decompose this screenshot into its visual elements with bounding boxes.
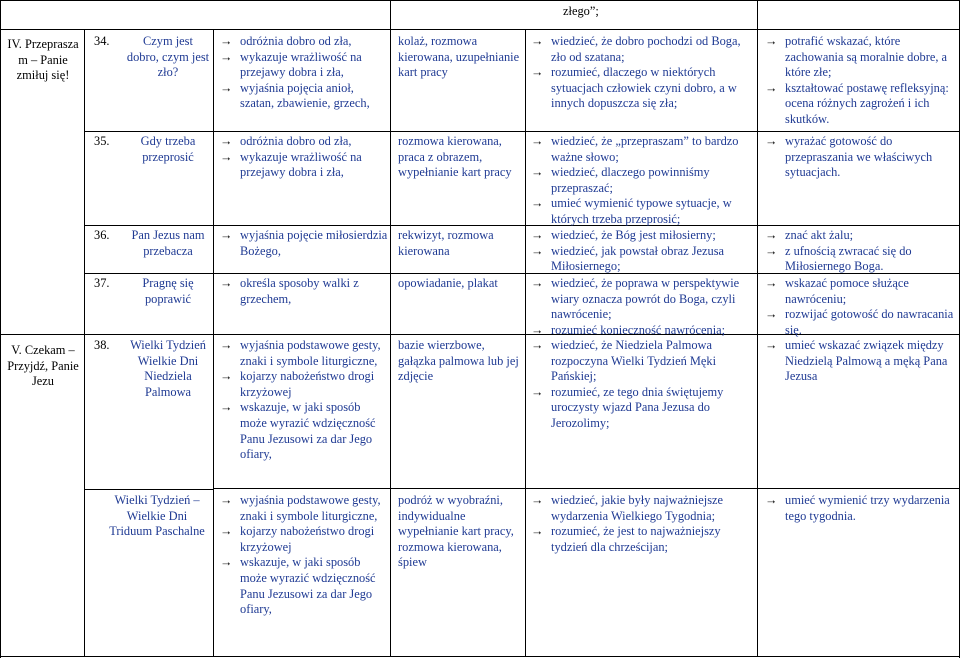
bullet-text: wiedzieć, że poprawa w perspektywie wiary oznacza powrót do Boga, czyli nawrócenie;	[551, 276, 740, 322]
arrow-bullet-icon: →	[531, 196, 544, 211]
bullet-item	[220, 34, 388, 50]
bullet-item	[220, 524, 388, 555]
col3-cell	[220, 134, 388, 181]
bullet-item	[220, 228, 388, 259]
arrow-bullet-icon: →	[220, 149, 233, 164]
topic-cell	[94, 34, 210, 81]
topic-number: 36.	[94, 228, 110, 242]
bullet-item	[220, 555, 388, 617]
method-cell: podróż w wyobraźni, indywidualne wypełnianie kart pracy, rozmowa kierowana, śpiew	[398, 493, 514, 570]
arrow-bullet-icon: →	[220, 400, 233, 415]
arrow-bullet-icon: →	[531, 384, 544, 399]
bullet-item	[531, 244, 755, 275]
bullet-text: rozumieć, dlaczego w niektórych sytuacjach człowiek czyni dobro, a w innych dopuszcza się zła;	[551, 65, 737, 111]
bullet-text: wyjaśnia pojęcia anioł, szatan, zbawienie, grzech,	[240, 80, 370, 111]
bullet-text: wiedzieć, dlaczego powinniśmy przepraszać;	[551, 165, 710, 195]
bullet-text: umieć wymienić typowe sytuacje, w których trzeba przeprosić;	[551, 196, 732, 226]
col6-cell	[765, 34, 957, 128]
table-line	[757, 0, 758, 30]
arrow-bullet-icon: →	[220, 338, 233, 352]
arrow-bullet-icon: →	[765, 276, 778, 290]
arrow-bullet-icon: →	[220, 80, 233, 95]
bullet-item	[220, 134, 388, 150]
arrow-bullet-icon: →	[220, 276, 233, 290]
topic-title: Czym jest dobro, czym jest zło?	[126, 34, 210, 80]
bullet-text: wskazać pomoce służące nawróceniu;	[785, 276, 909, 306]
table-line	[84, 131, 960, 132]
arrow-bullet-icon: →	[220, 524, 233, 539]
bullet-text: umieć wskazać związek między Niedzielą Palmową a męką Pana Jezusa	[785, 338, 948, 384]
arrow-bullet-icon: →	[765, 493, 778, 507]
bullet-text: wskazuje, w jaki sposób może wyrazić wdzięczność Panu Jezusowi za dar Jego ofiary,	[240, 555, 376, 617]
bullet-text: wyjaśnia pojęcie miłosierdzia Bożego,	[240, 228, 388, 258]
table-line	[0, 656, 960, 657]
arrow-bullet-icon: →	[765, 134, 778, 148]
topic-number: 37.	[94, 276, 110, 290]
continued-text: złego”;	[563, 4, 599, 18]
table-line	[84, 489, 213, 490]
topic-title: Pan Jezus nam przebacza	[131, 228, 205, 258]
col5-cell	[531, 34, 755, 112]
table-line	[0, 0, 1, 658]
bullet-text: rozwijać gotowość do nawracania się.	[785, 307, 954, 337]
table-line	[525, 29, 526, 657]
table-line	[84, 225, 960, 226]
arrow-bullet-icon: →	[765, 338, 778, 352]
col5-cell	[531, 338, 755, 432]
bullet-item	[765, 338, 957, 385]
topic-title: Gdy trzeba przeprosić	[140, 134, 196, 164]
bullet-text: rozumieć, że jest to najważniejszy tydzień dla chrześcijan;	[551, 524, 721, 554]
table-line	[390, 29, 391, 657]
arrow-bullet-icon: →	[531, 34, 544, 48]
bullet-text: umieć wymienić trzy wydarzenia tego tygodnia.	[785, 493, 950, 523]
bullet-item	[765, 228, 957, 244]
bullet-item	[765, 34, 957, 81]
bullet-item	[220, 338, 388, 369]
bullet-text: znać akt żalu;	[785, 228, 854, 242]
col3-cell	[220, 338, 388, 463]
topic-cell	[94, 228, 210, 259]
arrow-bullet-icon: →	[220, 134, 233, 148]
bullet-item	[531, 65, 755, 112]
bullet-text: wykazuje wrażliwość na przejawy dobra i zła,	[240, 149, 362, 180]
bullet-text: odróżnia dobro od zła,	[240, 134, 352, 148]
topic-title: Wielki Tydzień Wielkie Dni Niedziela Palmowa	[130, 338, 206, 399]
bullet-text: wyrażać gotowość do przepraszania we właściwych sytuacjach.	[785, 134, 933, 180]
bullet-item	[531, 493, 755, 524]
bullet-item	[220, 369, 388, 400]
bullet-item	[531, 323, 755, 339]
topic-title: Wielki Tydzień – Wielkie Dni Triduum Paschalne	[109, 493, 205, 539]
col5-cell	[531, 228, 755, 275]
arrow-bullet-icon: →	[531, 493, 544, 507]
bullet-item	[220, 400, 388, 462]
method-cell: rozmowa kierowana, praca z obrazem, wypełnianie kart pracy	[398, 134, 512, 180]
bullet-item	[220, 50, 388, 81]
bullet-text: określa sposoby walki z grzechem,	[240, 276, 359, 306]
method-cell: kolaż, rozmowa kierowana, uzupełnianie kart pracy	[398, 34, 520, 80]
bullet-item	[220, 81, 388, 112]
bullet-item	[220, 150, 388, 181]
arrow-bullet-icon: →	[765, 80, 778, 95]
col6-cell	[765, 493, 957, 524]
arrow-bullet-icon: →	[220, 228, 233, 242]
bullet-item	[765, 493, 957, 524]
col5-cell	[531, 493, 755, 555]
bullet-text: wskazuje, w jaki sposób może wyrazić wdzięczność Panu Jezusowi za dar Jego ofiary,	[240, 400, 376, 462]
arrow-bullet-icon: →	[220, 49, 233, 64]
bullet-text: wiedzieć, jak powstał obraz Jezusa Miłosiernego;	[551, 243, 725, 274]
bullet-text: wykazuje wrażliwość na przejawy dobra i zła,	[240, 49, 362, 80]
bullet-item	[220, 493, 388, 524]
topic-number: 38.	[94, 338, 110, 352]
arrow-bullet-icon: →	[220, 493, 233, 507]
col5-cell	[531, 134, 755, 228]
arrow-bullet-icon: →	[531, 338, 544, 352]
bullet-text: kojarzy nabożeństwo drogi krzyżowej	[240, 369, 375, 399]
bullet-text: wiedzieć, że Bóg jest miłosierny;	[551, 228, 716, 242]
col5-cell	[531, 276, 755, 338]
bullet-item	[531, 165, 755, 196]
arrow-bullet-icon: →	[765, 34, 778, 48]
bullet-item	[531, 134, 755, 165]
topic-cell	[94, 338, 210, 400]
col3-cell	[220, 276, 388, 307]
col6-cell	[765, 338, 957, 385]
arrow-bullet-icon: →	[765, 243, 778, 258]
table-line	[0, 0, 960, 1]
arrow-bullet-icon: →	[531, 165, 544, 180]
bullet-text: wiedzieć, że Niedziela Palmowa rozpoczyna Wielki Tydzień Męki Pańskiej;	[551, 338, 717, 384]
method-cell: bazie wierzbowe, gałązka palmowa lub jej zdjęcie	[398, 338, 519, 384]
topic-title: Pragnę się poprawić	[142, 276, 194, 306]
arrow-bullet-icon: →	[531, 134, 544, 148]
table-line	[213, 488, 960, 489]
bullet-item	[531, 34, 755, 65]
bullet-item	[531, 228, 755, 244]
arrow-bullet-icon: →	[220, 34, 233, 48]
topic-cell	[94, 276, 210, 307]
bullet-text: wiedzieć, że dobro pochodzi od Boga, zło od szatana;	[551, 34, 741, 64]
bullet-text: wiedzieć, jakie były najważniejsze wydarzenia Wielkiego Tygodnia;	[551, 493, 724, 523]
arrow-bullet-icon: →	[765, 307, 778, 322]
unit-title: IV. Przeprasza m – Panie zmiłuj się!	[7, 37, 79, 83]
method-cell: rekwizyt, rozmowa kierowana	[398, 228, 494, 258]
arrow-bullet-icon: →	[765, 228, 778, 242]
bullet-item	[220, 276, 388, 307]
arrow-bullet-icon: →	[220, 555, 233, 570]
bullet-text: rozumieć, ze tego dnia świętujemy uroczysty wjazd Pana Jezusa do Jerozolimy;	[551, 384, 724, 430]
col3-cell	[220, 34, 388, 112]
arrow-bullet-icon: →	[531, 322, 544, 337]
col3-cell	[220, 493, 388, 618]
arrow-bullet-icon: →	[531, 524, 544, 539]
method-cell: opowiadanie, plakat	[398, 276, 498, 290]
bullet-item	[531, 338, 755, 385]
bullet-text: wyjaśnia podstawowe gesty, znaki i symbole liturgiczne,	[240, 493, 381, 523]
bullet-text: odróżnia dobro od zła,	[240, 34, 352, 48]
topic-cell	[94, 134, 210, 165]
bullet-item	[765, 307, 957, 338]
topic-number: 35.	[94, 134, 110, 148]
bullet-item	[531, 524, 755, 555]
topic-number: 34.	[94, 34, 110, 48]
bullet-item	[765, 81, 957, 128]
col6-cell	[765, 228, 957, 275]
bullet-item	[765, 276, 957, 307]
bullet-item	[765, 244, 957, 275]
bullet-item	[531, 196, 755, 227]
bullet-item	[765, 134, 957, 181]
bullet-item	[531, 385, 755, 432]
bullet-text: kształtować postawę refleksyjną: ocena różnych zagrożeń i ich skutków.	[785, 80, 949, 126]
table-line	[213, 29, 214, 657]
col3-cell	[220, 228, 388, 259]
bullet-text: potrafić wskazać, które zachowania są moralnie dobre, a które złe;	[785, 34, 948, 80]
arrow-bullet-icon: →	[220, 369, 233, 384]
bullet-item	[531, 276, 755, 323]
col6-cell	[765, 134, 957, 181]
table-line	[84, 29, 85, 657]
table-line	[757, 29, 758, 657]
bullet-text: wyjaśnia podstawowe gesty, znaki i symbole liturgiczne,	[240, 338, 381, 368]
arrow-bullet-icon: →	[531, 65, 544, 80]
topic-cell	[94, 493, 210, 540]
table-line	[0, 29, 960, 30]
arrow-bullet-icon: →	[531, 228, 544, 242]
bullet-text: kojarzy nabożeństwo drogi krzyżowej	[240, 524, 375, 554]
bullet-text: z ufnością zwracać się do Miłosiernego Boga.	[785, 243, 912, 274]
bullet-text: wiedzieć, że „przepraszam” to bardzo ważne słowo;	[551, 134, 739, 164]
arrow-bullet-icon: →	[531, 276, 544, 290]
col6-cell	[765, 276, 957, 338]
arrow-bullet-icon: →	[531, 243, 544, 258]
unit-title: V. Czekam – Przyjdź, Panie Jezu	[7, 343, 79, 389]
table-line	[390, 0, 391, 30]
bullet-text: rozumieć konieczność nawrócenia;	[551, 322, 726, 337]
